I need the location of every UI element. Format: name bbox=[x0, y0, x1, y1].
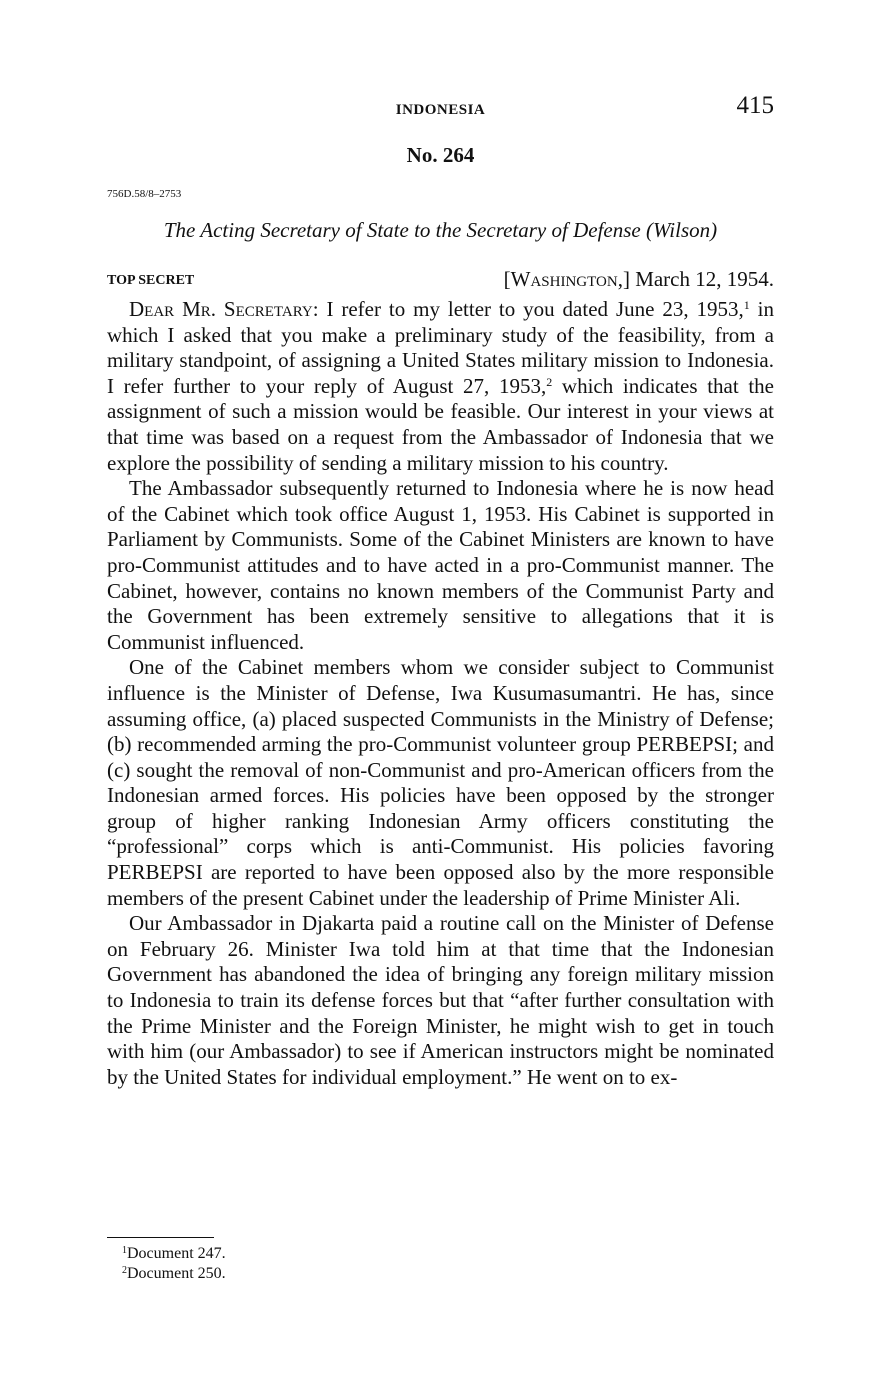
letter-body bbox=[107, 297, 774, 1090]
paragraph-1-part-b: in which I asked that you make a preliminary study of the feasibility, from a military standpoint, of assigning a United States military mission to Indonesia. I refer further to your reply of August 27, 1953, bbox=[107, 297, 774, 398]
footnote-2-text: Document 250. bbox=[127, 1265, 226, 1282]
dateline-date: March 12, 1954. bbox=[635, 267, 774, 291]
paragraph-1-part-a: I refer to my letter to you dated June 23, 1953, bbox=[318, 297, 744, 321]
document-number: No. 264 bbox=[406, 143, 475, 167]
file-reference: 756D.58/8–2753 bbox=[107, 188, 182, 200]
footnote-rule bbox=[107, 1237, 214, 1238]
paragraph-4: Our Ambassador in Djakarta paid a routine call on the Minister of Defense on February 26. Minister Iwa told him at that time that the Indonesian Government has abandoned the idea of bringing any foreign military mission to Indonesia to train its defense forces but that “after further consultation with the Prime Minister and the Foreign Minister, he might wish to get in touch with him (our Ambassador) to see if American instructors might be nominated by the United States for individual employment.” He went on to ex- bbox=[107, 911, 774, 1089]
footnote-2-number: 2 bbox=[122, 1265, 127, 1276]
dateline-place: [Washington,] bbox=[503, 267, 630, 291]
footnote-2 bbox=[122, 1264, 226, 1284]
footnote-2-marker: 2 bbox=[546, 374, 553, 389]
running-head: INDONESIA bbox=[395, 102, 486, 118]
footnote-1-number: 1 bbox=[122, 1245, 127, 1256]
document-title: The Acting Secretary of State to the Secretary of Defense (Wilson) bbox=[163, 218, 718, 242]
paragraph-1-part-c: which indicates that the assignment of such a mission would be feasible. Our interest in your views at that time was based on a request from the Ambassador of Indonesia that we explore the possibility of sending a military mission to his country. bbox=[107, 373, 775, 475]
paragraph-1 bbox=[107, 297, 774, 476]
dateline bbox=[504, 267, 774, 292]
paragraph-3: One of the Cabinet members whom we consider subject to Communist influence is the Minister of Defense, Iwa Kusumasumantri. He has, since assuming office, (a) placed suspected Communists in the Ministry of Defense; (b) recommended arming the pro-Communist volunteer group PERBEPSI; and (c) sought the removal of non-Communist and pro-American officers from the Indonesian armed forces. His policies have been opposed by the stronger group of higher ranking Indonesian Army officers constituting the “professional” corps which is anti-Communist. His policies favoring PERBEPSI are reported to have been opposed also by the more responsible members of the present Cabinet under the leadership of Prime Minister Ali. bbox=[107, 655, 774, 910]
paragraph-2: The Ambassador subsequently returned to Indonesia where he is now head of the Cabinet which took office August 1, 1953. His Cabinet is supported in Parliament by Communists. Some of the Cabinet Ministers are known to have pro-Communist attitudes and to have acted in a pro-Communist manner. The Cabinet, however, contains no known members of the Communist Party and the Government has been extremely sensitive to allegations that it is Communist influenced. bbox=[107, 476, 774, 654]
footnote-1-text: Document 247. bbox=[127, 1245, 226, 1262]
salutation: Dear Mr. Secretary: bbox=[129, 297, 319, 321]
footnotes bbox=[122, 1244, 226, 1284]
footnote-1 bbox=[122, 1244, 226, 1264]
page-number: 415 bbox=[736, 92, 774, 119]
classification-marking: TOP SECRET bbox=[107, 273, 195, 288]
footnote-1-marker: 1 bbox=[743, 298, 750, 312]
